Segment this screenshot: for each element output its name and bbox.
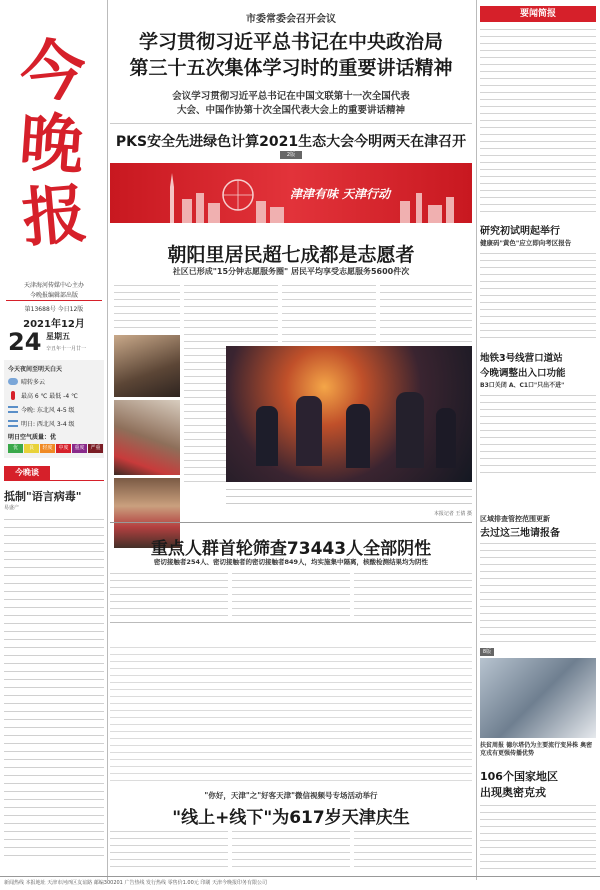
weather-text: 今晚: 东北风 4-5 级 (21, 406, 75, 414)
publisher: 天津海河传媒中心主办 (23, 282, 84, 289)
svg-text:今: 今 (16, 28, 90, 114)
story1-title: 研究初试明起举行 (480, 226, 560, 237)
weather-row-2 (8, 390, 78, 400)
sidebar-label: 要闻简报 (480, 6, 596, 22)
cloudy-icon (8, 378, 18, 385)
filler-body (110, 626, 472, 640)
night-photo-caption (226, 486, 472, 508)
tonight-column (4, 466, 104, 866)
wind-icon (8, 420, 18, 427)
service-body-2 (232, 828, 350, 868)
volunteer-body-1 (114, 282, 180, 332)
service-title: "线上+线下"为617岁天津庆生 (172, 808, 410, 828)
lead-kicker: 市委常委会召开会议 (246, 14, 336, 25)
lead-title-2: 第三十五次集体学习时的重要讲话精神 (129, 57, 453, 79)
thermometer-icon (11, 391, 15, 400)
svg-text:晚: 晚 (17, 104, 87, 184)
story4-title-1: 106个国家地区 (480, 770, 558, 783)
aqi-level: 优 (8, 444, 23, 453)
weather-text: 明日: 西北风 3-4 级 (21, 420, 75, 428)
tonight-byline: 易盛产 (4, 505, 20, 511)
story4-title-2: 出现奥密克戎 (480, 786, 546, 799)
svg-text:报: 报 (19, 176, 90, 248)
aqi-title: 明日空气质量：优 (8, 434, 57, 441)
lunar-date: 辛丑年十一月廿一 (46, 346, 87, 352)
service-body-1 (110, 828, 228, 868)
story4-label: 8版 (480, 648, 494, 656)
weather-row-1 (8, 376, 45, 386)
volunteer-title: 朝阳里居民超七成都是志愿者 (167, 244, 415, 266)
newspaper-logo (4, 20, 104, 248)
date-day: 24 (8, 328, 42, 356)
wind-icon (8, 406, 18, 413)
volunteer-photo-1 (114, 335, 180, 397)
weather-box (4, 360, 104, 458)
aqi-scale (8, 444, 103, 453)
lead-title-1: 学习贯彻习近平总书记在中央政治局 (138, 31, 443, 53)
story4-body (480, 802, 596, 874)
story3-body (480, 540, 596, 646)
weekday: 星期五 (46, 332, 70, 341)
volunteer-body-3 (282, 282, 376, 342)
lead-sub-1: 会议学习贯彻习近平总书记在中国文联第十一次全国代表 (172, 91, 410, 102)
brief-body-1 (480, 26, 596, 216)
story2-title-2: 今晚调整出入口功能 (480, 368, 566, 379)
masthead (0, 0, 106, 460)
weather-row-4 (8, 418, 75, 428)
story2-body (480, 392, 596, 478)
footer-text: 新闻热线 本报地址 天津市河西区友谊路 邮编300201 广告热线 发行热线 零售价1.00元 印刷 天津今晚报印务有限公司 (4, 880, 267, 886)
tonight-title: 抵制"语言病毒" (4, 490, 82, 503)
service-body-3 (354, 828, 472, 868)
night-photo (226, 346, 472, 482)
story4-photo (480, 658, 596, 738)
site: 今晚报编辑部出版 (29, 292, 78, 299)
aqi-level: 严重 (88, 444, 103, 453)
promo-banner (110, 163, 472, 223)
date-line: 2021年12月 (23, 319, 85, 330)
weather-text: 晴转多云 (21, 378, 46, 386)
service-kicker: "你好，天津"之"好客天津"微信视频号专场活动举行 (204, 791, 378, 800)
story3-sub: 去过这三地请报备 (480, 528, 560, 539)
aqi-level: 中度 (56, 444, 71, 453)
covid-body-1 (110, 570, 228, 620)
covid-title: 重点人群首轮筛查73443人全部阴性 (150, 539, 432, 559)
volunteer-photo-2 (114, 400, 180, 475)
story1-body (480, 250, 596, 340)
weather-row-3 (8, 404, 75, 414)
banner-slogan: 津津有味 天津行动 (290, 187, 391, 201)
issue-line: 第13688号 今日12版 (24, 306, 84, 313)
covid-subtitle: 密切接触者254人、密切接触者的密切接触者849人，均实施集中隔离，核酸检测结果均为阴性 (153, 558, 429, 566)
volunteer-body-4 (380, 282, 472, 342)
aqi-level: 良 (24, 444, 39, 453)
second-headline: PKS安全先进绿色计算2021生态大会今明两天在津召开 (115, 134, 467, 150)
aqi-level: 重度 (72, 444, 87, 453)
lead-sub-2: 大会、中国作协第十次全国代表大会上的重要讲话精神 (176, 105, 405, 116)
covid-body-3 (354, 570, 472, 620)
volunteer-subtitle: 社区已形成"15分钟志愿服务圈" 居民平均享受志愿服务5600件次 (172, 267, 410, 276)
story3-title: 区域排查管控范围更新 (480, 515, 550, 523)
tonight-body (4, 516, 104, 862)
sidebar (480, 0, 600, 880)
story4-kicker: 扶贫周报 德尔塔仍为主要流行变异株 奥密克戎有更强传播优势 (480, 742, 593, 757)
page-ref: 2版 (280, 151, 302, 159)
aqi-level: 轻度 (40, 444, 55, 453)
covid-body-2 (232, 570, 350, 620)
covid-body-continued (110, 644, 472, 784)
weather-title: 今天夜间至明天白天 (8, 366, 63, 373)
photo-credit: 本报记者 王倩 摄 (433, 511, 472, 517)
tonight-label: 今晚谈 (4, 466, 50, 480)
story2-title-1: 地铁3号线营口道站 (480, 353, 563, 364)
weather-text: 最高 6 ℃ 最低 -4 ℃ (21, 392, 78, 400)
story2-sub: B3口关闭 A、C1口"只出不进" (480, 382, 565, 389)
story1-sub: 健康码"黄色"应立即向考区报告 (480, 239, 572, 247)
